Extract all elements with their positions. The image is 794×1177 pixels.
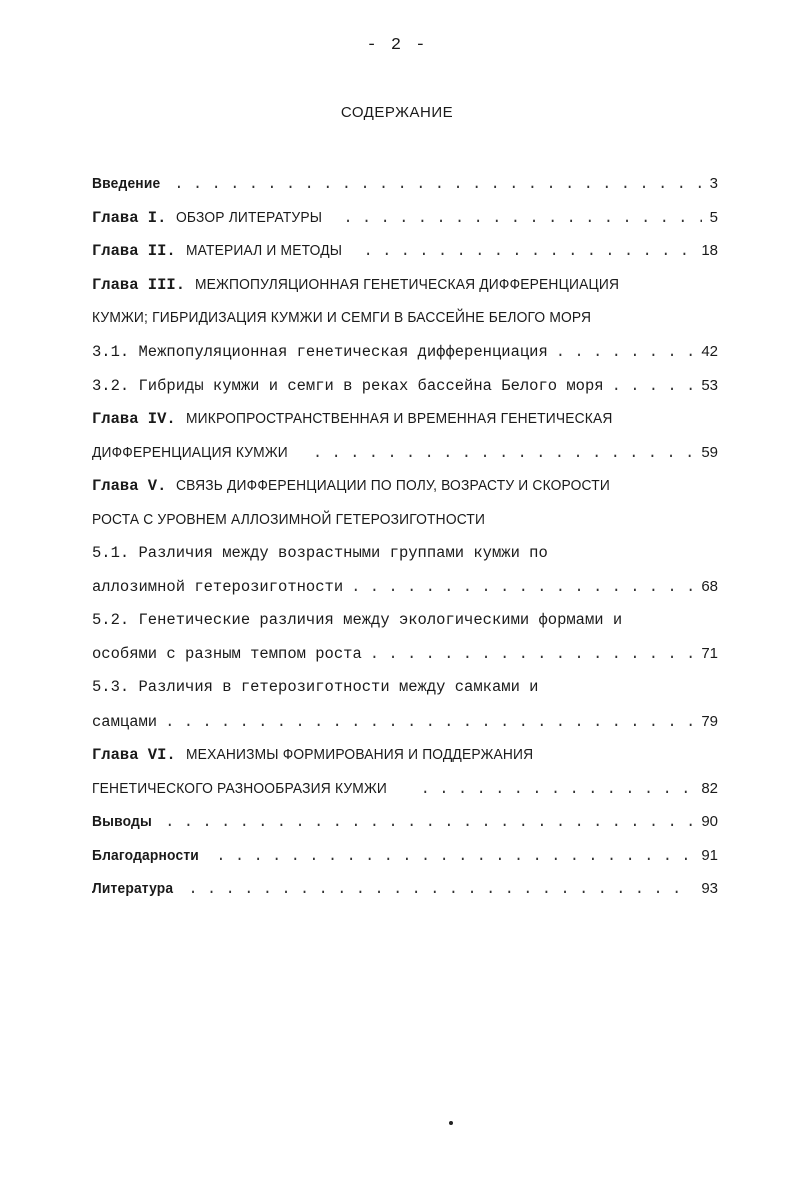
section-title: 5.2. Генетические различия между экологическими формами и: [92, 610, 623, 629]
toc-page-number: 82: [701, 779, 718, 797]
page-number: - 2 -: [366, 36, 428, 55]
toc-entry-chapter-4-cont: [92, 436, 718, 470]
chapter-title-continued: КУМЖИ; ГИБРИДИЗАЦИЯ КУМЖИ И СЕМГИ В БАССЕЙНЕ БЕЛОГО МОРЯ: [92, 309, 592, 327]
section-title-continued: особями с разным темпом роста: [92, 645, 362, 664]
toc-entry-literature: [92, 872, 718, 906]
toc-entry-chapter-6: [92, 738, 718, 772]
leader-dots: [216, 840, 693, 874]
chapter-title-continued: ГЕНЕТИЧЕСКОГО РАЗНООБРАЗИЯ КУМЖИ: [92, 779, 388, 797]
toc-entry-section-3-1: [92, 335, 718, 369]
chapter-label: Глава VI.: [92, 746, 176, 765]
toc-entry-chapter-2: [92, 234, 718, 268]
chapter-label: Глава III.: [92, 275, 186, 294]
table-of-contents: [92, 167, 718, 906]
toc-page-number: 53: [701, 376, 718, 394]
chapter-title: МИКРОПРОСТРАНСТВЕННАЯ И ВРЕМЕННАЯ ГЕНЕТИЧЕСКАЯ: [185, 410, 613, 428]
toc-page-number: 93: [701, 880, 718, 898]
section-title-continued: самцами: [92, 712, 158, 731]
toc-page-number: 71: [701, 645, 718, 663]
leader-dots: [421, 773, 694, 807]
chapter-title: МЕХАНИЗМЫ ФОРМИРОВАНИЯ И ПОДДЕРЖАНИЯ: [185, 746, 534, 764]
section-title: 5.1. Различия между возрастными группами кумжи по: [92, 543, 548, 562]
leader-dots: [165, 806, 693, 840]
toc-page-number: 18: [701, 242, 718, 260]
leader-dots: [174, 168, 701, 202]
toc-page-number: 3: [709, 175, 718, 192]
toc-entry-acknowledgements: [92, 839, 718, 873]
toc-entry-chapter-6-cont: [92, 772, 718, 806]
toc-page-number: 59: [701, 443, 718, 461]
toc-entry-chapter-1: [92, 201, 718, 235]
chapter-title: СВЯЗЬ ДИФФЕРЕНЦИАЦИИ ПО ПОЛУ, ВОЗРАСТУ И СКОРОСТИ: [176, 477, 611, 495]
toc-entry-section-5-1-cont: [92, 570, 718, 604]
toc-entry-section-5-3: [92, 671, 718, 705]
leader-dots: [165, 706, 693, 740]
toc-page-number: 90: [701, 813, 718, 831]
toc-entry-chapter-5: [92, 469, 718, 503]
scan-speck: [449, 1121, 453, 1125]
leader-dots: [370, 638, 694, 672]
toc-entry-label: Введение: [92, 175, 161, 192]
toc-entry-chapter-5-cont: [92, 503, 718, 537]
section-title: 5.3. Различия в гетерозиготности между самками и: [92, 677, 539, 696]
leader-dots: [556, 336, 694, 370]
chapter-label: Глава II.: [92, 242, 176, 261]
toc-entry-chapter-4: [92, 402, 718, 436]
chapter-title-continued: РОСТА С УРОВНЕМ АЛЛОЗИМНОЙ ГЕТЕРОЗИГОТНОСТИ: [92, 510, 486, 528]
toc-page-number: 5: [709, 208, 718, 226]
toc-entry-chapter-3-cont: [92, 301, 718, 335]
toc-page-number: 68: [701, 578, 718, 596]
toc-page-number: 91: [701, 846, 718, 864]
section-title-continued: аллозимной гетерозиготности: [92, 578, 344, 597]
section-title: 3.1. Межпопуляционная генетическая дифференциация: [92, 342, 548, 361]
chapter-label: Глава I.: [92, 208, 167, 227]
page-title: СОДЕРЖАНИЕ: [340, 104, 454, 121]
toc-entry-section-5-2-cont: [92, 637, 718, 671]
chapter-title: МАТЕРИАЛ И МЕТОДЫ: [185, 242, 342, 260]
leader-dots: [351, 571, 693, 605]
leader-dots: [612, 370, 694, 404]
toc-entry-chapter-3: [92, 268, 718, 302]
toc-entry-label: Благодарности: [92, 846, 199, 864]
chapter-title: МЕЖПОПУЛЯЦИОННАЯ ГЕНЕТИЧЕСКАЯ ДИФФЕРЕНЦИАЦИЯ: [195, 275, 620, 293]
toc-page-number: 79: [701, 712, 718, 730]
leader-dots: [188, 873, 693, 907]
toc-entry-intro: [92, 167, 718, 201]
toc-entry-section-5-3-cont: [92, 705, 718, 739]
toc-entry-conclusions: [92, 805, 718, 839]
chapter-title: ОБЗОР ЛИТЕРАТУРЫ: [176, 208, 323, 226]
toc-page-number: 42: [701, 342, 718, 360]
chapter-label: Глава V.: [92, 477, 167, 496]
leader-dots: [313, 437, 693, 471]
toc-entry-label: Литература: [92, 880, 174, 898]
toc-entry-label: Выводы: [92, 813, 152, 831]
leader-dots: [343, 202, 701, 236]
chapter-title-continued: ДИФФЕРЕНЦИАЦИЯ КУМЖИ: [92, 443, 288, 461]
toc-entry-section-3-2: [92, 369, 718, 403]
toc-entry-section-5-2: [92, 604, 718, 638]
leader-dots: [363, 235, 693, 269]
toc-entry-section-5-1: [92, 537, 718, 571]
chapter-label: Глава IV.: [92, 410, 176, 429]
section-title: 3.2. Гибриды кумжи и семги в реках бассейна Белого моря: [92, 376, 604, 395]
